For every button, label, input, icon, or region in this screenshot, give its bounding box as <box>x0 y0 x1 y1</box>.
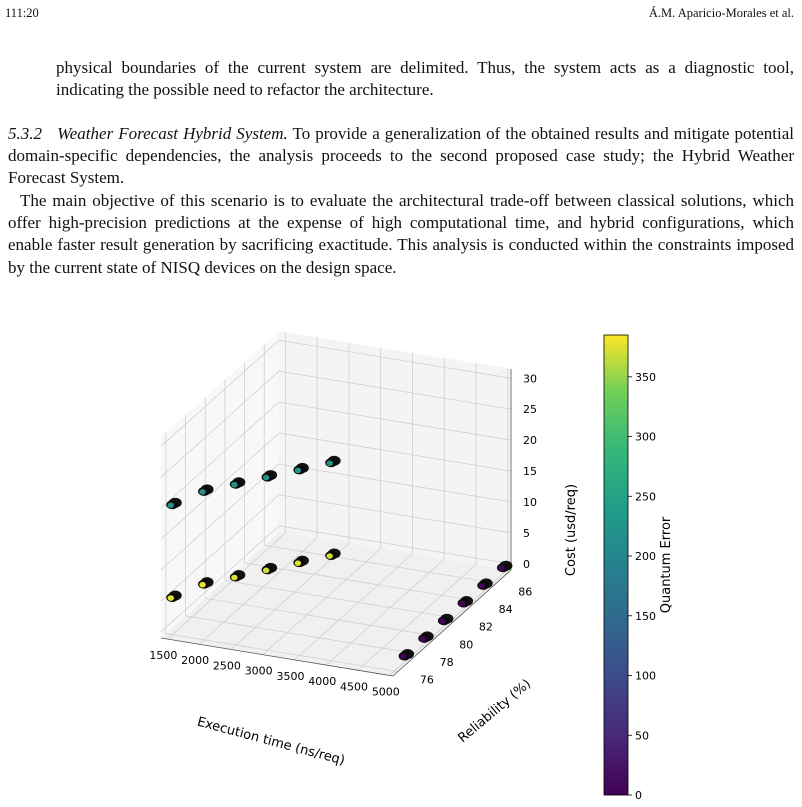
z-tick-label: 30 <box>523 372 537 386</box>
data-point-marker <box>420 636 426 642</box>
x-tick-label: 3000 <box>244 664 273 678</box>
section-intro-text: To provide a generalization of the obtained results and mitigate potential domain-specific dependencies, the analysis proceeds to the second proposed case study; the Hybrid Weather Forecast System. <box>8 124 795 188</box>
objective-text: The main objective of this scenario is to evaluate the architectural trade-off between classical solutions, which offer high-precision predictions at the expense of high computational time, and hybrid configurations, which enable faster result generation by sacrificing exactitude. This analysis is conducted within the constraints imposed by the current state of NISQ devices on the design space. <box>8 191 794 277</box>
x-tick-label: 5000 <box>371 685 400 699</box>
colorbar-tick-label: 200 <box>635 550 656 564</box>
data-point-marker <box>199 489 205 495</box>
y-tick-label: 80 <box>459 638 474 652</box>
data-point-marker <box>479 583 485 589</box>
z-tick-label: 5 <box>523 526 530 540</box>
x-axis-label: Execution time (ns/req) <box>195 714 347 769</box>
paragraph-continuation: physical boundaries of the current system are delimited. Thus, the system acts as a diagnostic tool, indicating the possible need to refactor the architecture. <box>56 58 794 100</box>
data-point-marker <box>199 582 205 588</box>
colorbar-tick-label: 150 <box>635 609 656 623</box>
data-point-marker <box>326 460 332 466</box>
colorbar-tick-label: 50 <box>635 729 649 743</box>
z-tick-label: 25 <box>523 403 537 417</box>
data-point-marker <box>326 553 332 559</box>
colorbar-tick-label: 100 <box>635 669 656 683</box>
colorbar-tick-label: 250 <box>635 490 656 504</box>
axes-panes <box>161 331 511 676</box>
section-title: Weather Forecast Hybrid System. <box>57 124 288 143</box>
z-axis-label: Cost (usd/req) <box>564 483 579 577</box>
colorbar-tick-label: 350 <box>635 370 656 384</box>
colorbar-tick-label: 300 <box>635 430 656 444</box>
colorbar-ticks <box>628 371 656 802</box>
data-point-marker <box>498 565 504 571</box>
data-point-marker <box>295 560 301 566</box>
data-point-marker <box>168 502 174 508</box>
y-axis-label: Reliability (%) <box>455 676 535 747</box>
data-point-marker <box>263 568 269 574</box>
x-tick-label: 4500 <box>340 680 369 694</box>
data-point-marker <box>231 482 237 488</box>
y-tick-label: 76 <box>419 673 434 687</box>
x-tick-label: 2000 <box>181 654 210 668</box>
data-point-marker <box>295 468 301 474</box>
z-tick-label: 15 <box>523 465 537 479</box>
page-number: 111:20 <box>5 6 39 20</box>
data-point-marker <box>231 575 237 581</box>
data-point-marker <box>263 475 269 481</box>
colorbar <box>604 335 628 795</box>
data-point-marker <box>459 601 465 607</box>
data-point-marker <box>400 654 406 660</box>
x-tick-label: 4000 <box>308 675 337 689</box>
colorbar-tick-label: 0 <box>635 789 642 802</box>
y-tick-label: 86 <box>518 585 533 599</box>
y-tick-label: 82 <box>478 620 493 634</box>
z-tick-label: 20 <box>523 434 537 448</box>
x-tick-label: 2500 <box>212 659 241 673</box>
data-point-marker <box>439 618 445 624</box>
y-tick-label: 78 <box>439 655 454 669</box>
colorbar-label: Quantum Error <box>659 516 674 614</box>
running-header-authors: Á.M. Aparicio-Morales et al. <box>648 6 794 20</box>
y-tick-label: 84 <box>498 602 513 616</box>
data-point-marker <box>168 595 174 601</box>
x-tick-label: 3500 <box>276 669 305 683</box>
section-number: 5.3.2 <box>8 124 42 143</box>
z-tick-label: 10 <box>523 495 537 509</box>
x-tick-label: 1500 <box>149 649 178 663</box>
z-tick-label: 0 <box>523 557 530 571</box>
